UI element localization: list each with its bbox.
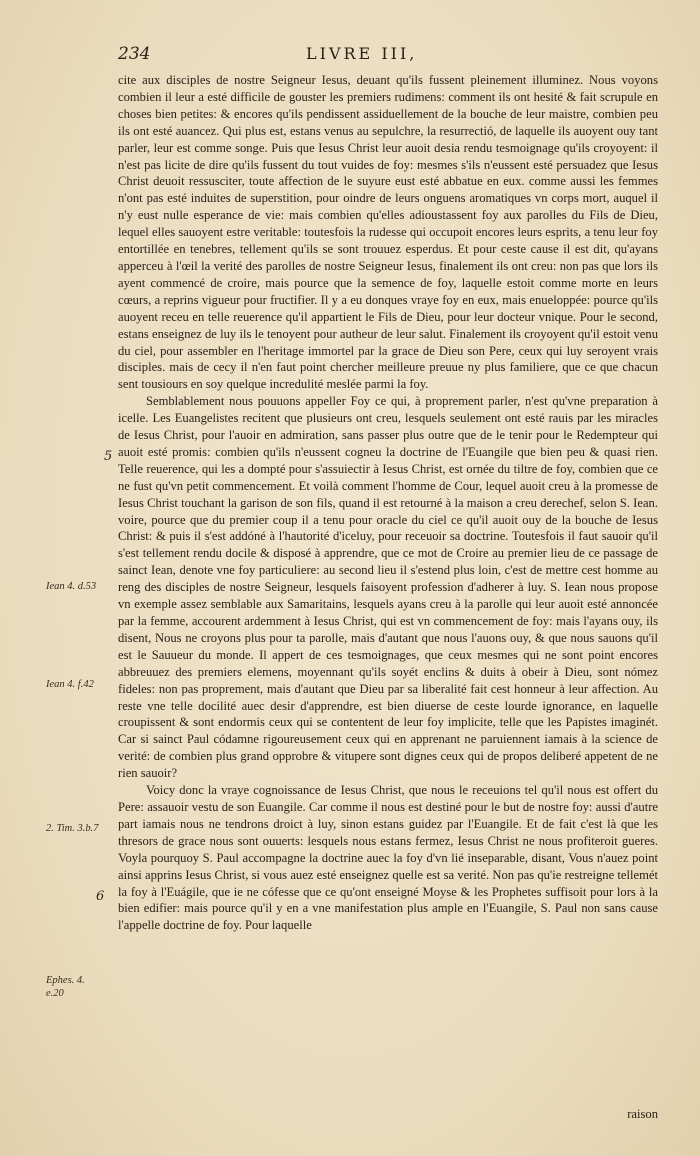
- margin-note-2-tim: 2. Tim. 3.b.7: [46, 823, 99, 834]
- paragraph-6-text: Voicy donc la vraye cognoissance de Iesus Christ, que nous le receuions tel qu'il nous est offert du Pere: assauoir vestu de son Euangile. Car comme il nous est destiné pour le but de nostre foy: aussi d'autre part iamais nous ne tendrons droict à luy, sinon estans guidez par l'Euangile. Et de fait c'est là que les thresors de grace nous sont ouuerts: lesquels nous estans fermez, Iesus Christ ne nous profiteroit gueres. Voyla pourquoy S. Paul accompagne la doctrine auec la foy d'vn lié inseparable, disant, Vous n'auez point ainsi apprins Iesus Christ, si vous auez esté enseignez quelle est sa verité. Non pas qu'ie restreigne tellemét la foy à l'Euágile, que ie ne cófesse que ce qu'ont enseigné Moyse & les Prophetes suffisoit pour lors à la bien edifier: mais pource qu'il y en a vne manifestation plus ample en l'Euangile, S. Paul non sans cause l'appelle doctrine de foy. Pour laquelle: [118, 783, 658, 933]
- main-text-block: [118, 72, 658, 934]
- page-number: 234: [118, 44, 151, 64]
- paragraph-continuation: cite aux disciples de nostre Seigneur Iesus, deuant qu'ils fussent pleinement illuminez. Nous voyons combien il leur a esté difficile de gouster les premiers rudimens: comment ils ont hesité & fait scrupule en choses bien petites: & encores qu'ils pendissent assiduellement de la bouche de leur maistre, combien peu ils ont esté auancez. Qui plus est, estans venus au sepulchre, la resurrectió, de laquelle ils auoyent ouy tant parler, leur est comme songe. Puis que Iesus Christ leur auoit desia rendu tesmoignage qu'ils croyoyent: il n'est pas licite de dire qu'ils fussent du tout vuides de foy: mesmes s'ils n'eussent esté persuadez que Iesus Christ deuoit ressusciter, toute affection de le suyure eust esté abbatue en eux. comme aussi les femmes n'ont pas esté induites de superstition, pour oindre de leurs onguens aromatiques vn corps mort, auquel il n'y eust nulle esperance de vie: mais combien qu'elles adioustassent foy aux parolles du Fils de Dieu, lequel elles sauoyent estre veritable: toutesfois la rudesse qui occupoit encores leurs esprits, a tenu leur foy entortillée en tenebres, tellement qu'ils se sont trouuez esperdus. Et pour ceste cause il est dit, qu'ayans apperceu à l'œil la verité des parolles de nostre Seigneur Iesus, finalement ils ont creu: non pas que lors ils ayent commencé de croire, mais pource que la semence de foy, laquelle estoit comme morte en leurs cœurs, a reprins vigueur pour fructifier. Il y a eu donques vraye foy en eux, mais enueloppée: pource qu'ils auoyent receu en telle reuerence qu'il appartient le Fils de Dieu, pour leur docteur vnique. Pour le second, estans enseignez de luy ils le tenoyent pour autheur de leur salut. Finalement ils croyoyent qu'il estoit venu du ciel, pour assembler en l'heritage immortel par la grace de Dieu son Pere, ceux qui luy seroyent vrais disciples. mais de cecy il n'en faut point chercher meilleure preuue ny plus familiere, que ce que chacun sent tousiours en soy quelque incredulité meslée parmi la foy.: [118, 73, 658, 392]
- page-header: [118, 44, 658, 66]
- paragraph-5: [118, 393, 658, 782]
- margin-note-iean-4-53: Iean 4. d.53: [46, 581, 97, 592]
- margin-note-ephes: Ephes. 4. e.20: [46, 975, 85, 999]
- catchword: raison: [627, 1107, 658, 1121]
- paragraph-6: [118, 782, 658, 934]
- section-number-6: 6: [96, 889, 105, 904]
- margin-note-iean-4-42: Iean 4. f.42: [46, 679, 94, 690]
- running-head: LIVRE III,: [306, 44, 418, 63]
- section-number-5: 5: [104, 449, 113, 464]
- paragraph-5-text: Semblablement nous pouuons appeller Foy ce qui, à proprement parler, n'est qu'vne preparation à icelle. Les Euangelistes recitent que plusieurs ont creu, lesquels seulement ont esté rauis par les miracles de Iesus Christ, pour l'auoir en admiration, sans passer plus outre que de le tenir pour le Redempteur qui auoit esté promis: combien qu'ils n'eussent cogneu la doctrine de l'Euangile que bien peu & quasi rien. Telle reuerence, qui les a dompté pour s'assuiectir à Iesus Christ, est ornée du tiltre de foy, combien que ce ne fust qu'vn petit commencement. Et voilà comment l'homme de Cour, lequel auoit creu à la promesse de Iesus Christ touchant la garison de son fils, quand il est retourné à la maison a creu derechef, selon S. Iean. voire, pource que du premier coup il a tenu pour oracle du ciel ce qu'il auoit ouy de la bouche de Iesus Christ: & puis il s'est addóné à l'hautorité d'iceluy, pour receuoir sa doctrine. Toutesfois il faut sauoir qu'il s'est tellement rendu docile & disposé à apprendre, que ce mot de Croire au premier lieu de ce passage de sainct Iean, denote vne foy particuliere: au second lieu il s'estend plus loin, c'est de mettre cest homme au reng des disciples de nostre Seigneur, lesquels faisoyent profession d'adherer à luy. S. Iean nous propose vn exemple assez semblable aux Samaritains, lesquels ayans creu à la parolle qui leur auoit esté annoncée par la femme, accourent ardemment à Iesus Christ, qui est vn commencement de foy: mais l'ayans ouy, ils disent, Nous ne croyons plus pour ta parolle, mais d'autant que nous l'auons ouy, & que nous sauons qu'il est le Sauueur du monde. Il appert de ces tesmoignages, que ceux mesmes qui ne sont point encores abbreuuez des premiers elemens, moyennant qu'ils soyét enclins & duits à obeir à Dieu, sont nómez fideles: non pas proprement, mais d'autant que Dieu par sa liberalité fait cest honneur à leur affection. Au reste vne telle docilité auec desir d'apprendre, est bien diuerse de ceste lourde ignorance, en laquelle croupissent & sont endormis ceux qui se contentent de leur foy implicite, telle que les Papistes imaginét. Car si sainct Paul códamne rigoureusement ceux qui en apprenant ne paruiennent iamais à la science de verité: de combien plus grand opprobre & vitupere sont dignes ceux qui de propos deliberé appetent de ne rien sauoir?: [118, 394, 658, 781]
